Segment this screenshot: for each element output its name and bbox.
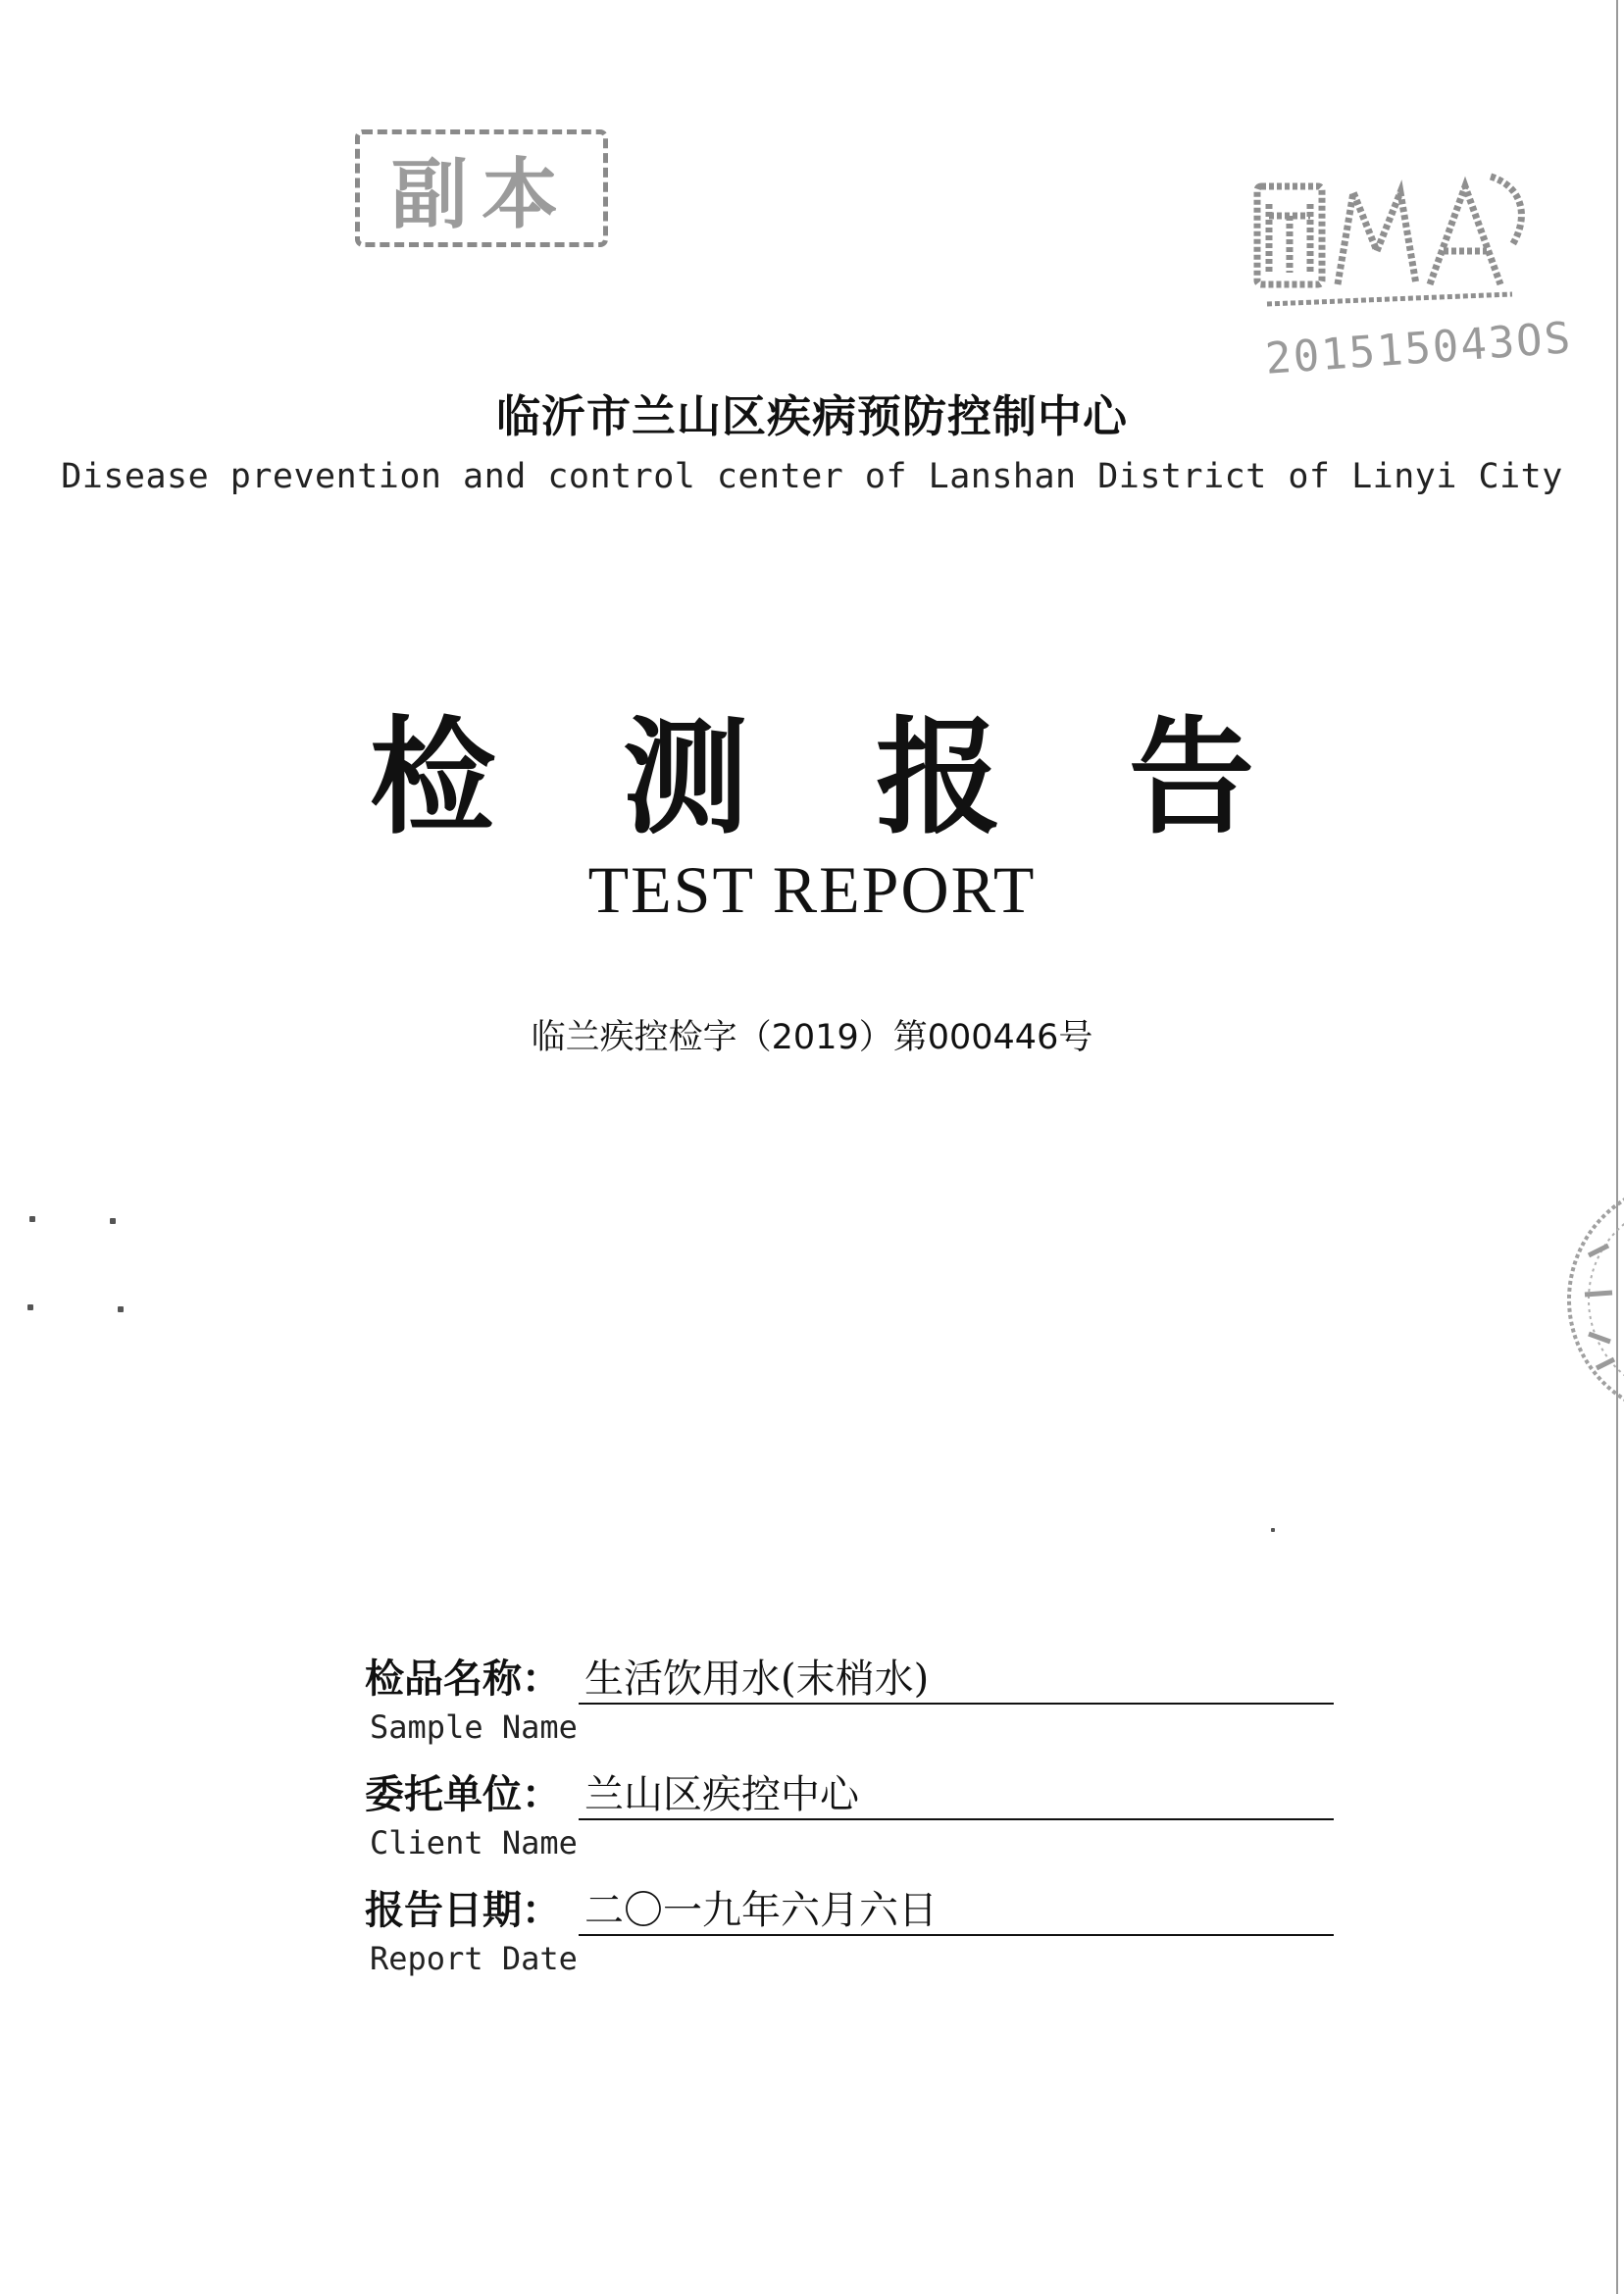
client-name-field (365, 1763, 1336, 1871)
sample-name-field (365, 1648, 1336, 1756)
report-title-cn: 检测报告 (370, 704, 1382, 851)
organization-name-cn: 临沂市兰山区疾病预防控制中心 (495, 390, 1128, 442)
duplicate-stamp-text: 副本 (390, 151, 572, 239)
field-label-en: Sample Name (370, 1708, 578, 1746)
round-seal-partial (1549, 1167, 1624, 1432)
scan-speck (27, 1304, 33, 1310)
client-name-value: 兰山区疾控中心 (579, 1763, 1334, 1820)
scan-speck (118, 1306, 124, 1312)
report-date-value: 二〇一九年六月六日 (579, 1879, 1334, 1936)
field-label-en: Report Date (370, 1940, 578, 1977)
scan-speck (110, 1218, 116, 1224)
scan-speck (1271, 1528, 1275, 1532)
report-date-field (365, 1879, 1336, 1987)
report-number: 临兰疾控检字（2019）第000446号 (531, 1018, 1093, 1057)
field-label-cn: 报告日期： (365, 1888, 561, 1933)
duplicate-stamp (355, 129, 608, 247)
cma-certificate-number: 201515043OS (1263, 313, 1574, 384)
cma-certification-mark (1247, 157, 1538, 314)
field-label-cn: 委托单位： (365, 1772, 561, 1817)
scan-speck (29, 1216, 35, 1222)
organization-name-en: Disease prevention and control center of Lanshan District of Linyi City (61, 457, 1563, 496)
sample-name-value: 生活饮用水(末梢水) (579, 1648, 1334, 1705)
report-title-en: TEST REPORT (587, 852, 1037, 927)
field-label-cn: 检品名称： (365, 1657, 561, 1702)
page-edge-line (1616, 0, 1618, 2294)
field-label-en: Client Name (370, 1824, 578, 1861)
